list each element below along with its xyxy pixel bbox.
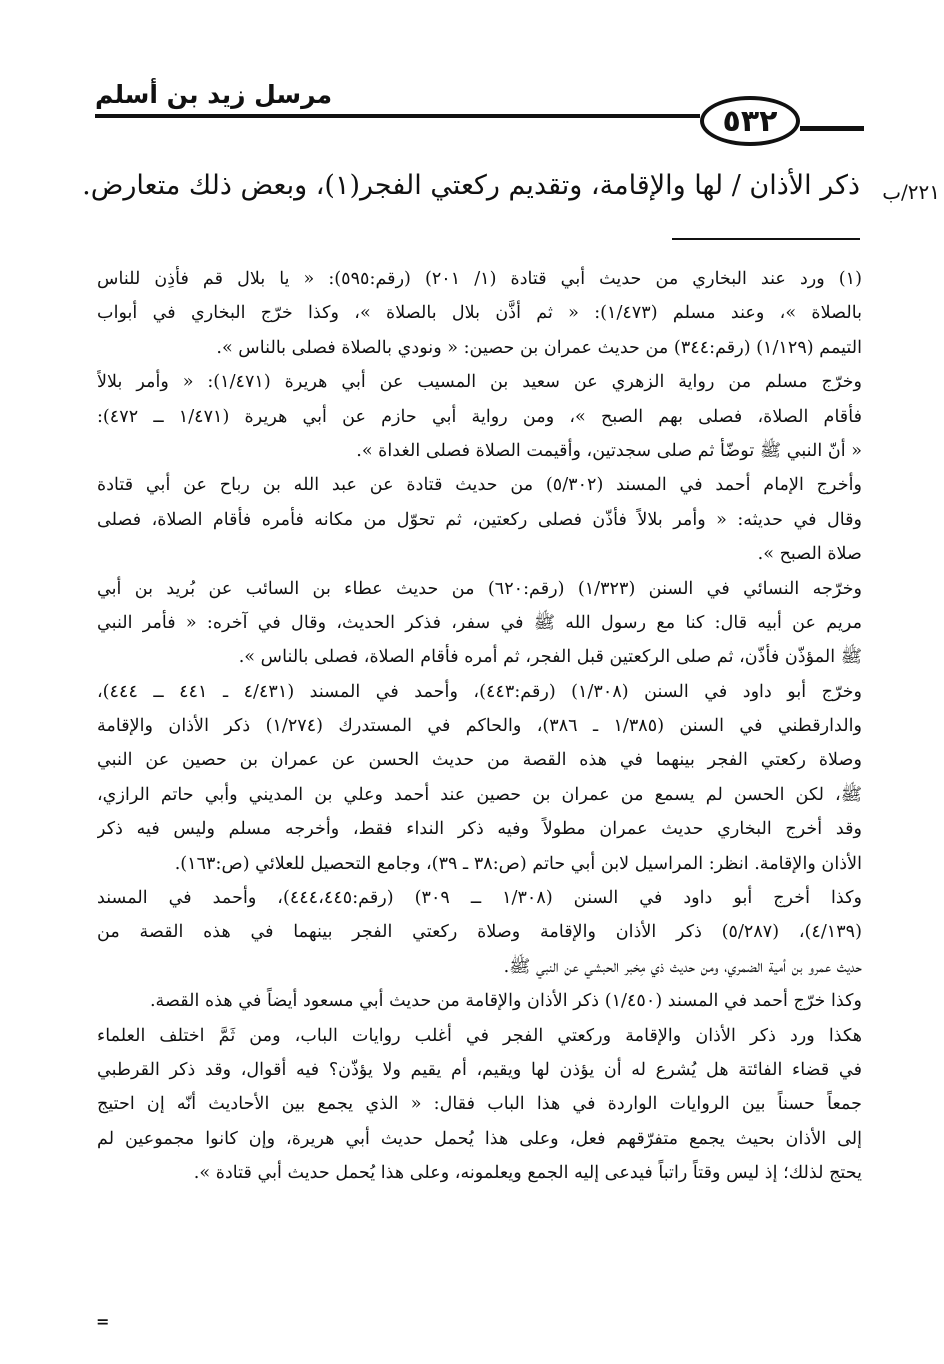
footnotes-block (97, 262, 862, 1191)
footnote-line: صلاة الصبح ». (757, 544, 862, 565)
header-rule (95, 114, 700, 118)
footnote-line: التيمم (١/١٢٩) (رقم:٣٤٤) من حديث عمران بن حصين: « ونودي بالصلاة فصلى بالناس ». (216, 337, 862, 358)
main-text: ذكر الأذان / لها والإقامة، وتقديم ركعتي الفجر(١)، وبعض ذلك متعارض. (82, 170, 860, 201)
footnote-line: مريم عن أبيه قال: كنا مع رسول الله ﷺ في سفر، فذكر الحديث، وقال في آخره: « فأمر النبي (97, 612, 862, 633)
footnote-line: فأقام الصلاة، فصلى بهم الصبح »، ومن رواية أبي حازم عن أبي هريرة (١/٤٧١ ــ ٤٧٢): (97, 406, 862, 427)
footnote-line: يحتج لذلك؛ إذ ليس وقتاً راتباً فيدعى إليه الجمع ويعلمونه، وعلى هذا يُحمل حديث أبي قتادة ». (193, 1163, 862, 1184)
footnote-line: ﷺ المؤذّن فأذّن، ثم صلى الركعتين قبل الفجر، ثم أمره فأقام الصلاة، فصلى بالناس ». (238, 647, 862, 668)
footnote-line: وصلاة ركعتي الفجر بينهما في هذه القصة من حديث الحسن عن عمران بن حصين عن النبي (97, 750, 862, 771)
footnote-line: « أنّ النبي ﷺ توضّأ ثم صلى سجدتين، وأقيمت الصلاة فصلى الغداة ». (356, 440, 862, 461)
footnote-line: وخرّج مسلم من رواية الزهري عن سعيد بن المسيب عن أبي هريرة (١/٤٧١): « وأمر بلالاً (97, 372, 862, 393)
footnote-line: والدارقطني في السنن (١/٣٨٥ ـ ٣٨٦)، والحاكم في المستدرك (١/٢٧٤) ذكر الأذان والإقامة (97, 716, 862, 737)
footnote-line: وقال في حديثه: « وأمر بلالاً فأذّن فصلى ركعتين، ثم تحوّل من مكانه فأمره فأقام الصلاة، فصلى (97, 509, 862, 530)
footnote-line: وخرّج أبو داود في السنن (١/٣٠٨) (رقم:٤٤٣)، وأحمد في المسند (٤/٤٣١ ـ ٤٤١ ــ ٤٤٤)، (97, 681, 862, 702)
footnote-line: وكذا أخرج أبو داود في السنن (١/٣٠٨ ــ ٣٠٩) (رقم:٤٤٤،٤٤٥)، وأحمد في المسند (97, 888, 862, 909)
continuation-mark: = (96, 1312, 110, 1331)
footnote-line: (٤/١٣٩)، (٥/٢٨٧) ذكر الأذان والإقامة وصلاة ركعتي الفجر بينهما في هذه القصة من (97, 922, 862, 943)
footnote-line: وأخرج الإمام أحمد في المسند (٥/٣٠٢) من حديث قتادة عن عبد الله بن رباح عن أبي قتادة (97, 475, 862, 496)
header-rule-right (800, 126, 864, 131)
footnote-line: جمعاً حسناً بين الروايات الواردة في هذا الباب فقال: « الذي يجمع بين الأحاديث أنّه إن احتيج (97, 1094, 862, 1115)
footnote-line: وكذا خرّج أحمد في المسند (١/٤٥٠) ذكر الأذان والإقامة من حديث أبي مسعود أيضاً في هذه القصة. (149, 991, 862, 1012)
footnote-line: إلى الأذان بحيث يجمع متفرّقهم فعل، وعلى هذا يُحمل حديث أبي هريرة، وإن كانوا مجموعين لم (97, 1128, 862, 1149)
footnote-line: بالصلاة »، وعند مسلم (١/٤٧٣): « ثم أذَّن بلال بالصلاة »، وكذا خرّج البخاري في أبواب (97, 303, 862, 324)
footnote-separator (672, 238, 860, 240)
footnote-line: وقد أخرج البخاري حديث عمران مطولاً وفيه ذكر النداء فقط، وأخرجه مسلم وليس فيه ذكر (97, 819, 862, 840)
running-header-title: مرسل زيد بن أسلم (95, 80, 333, 109)
footnote-line: حديث عمرو بن أمية الضمري، ومن حديث ذي مِخبر الحبشي عن النبي ﷺ. (503, 956, 862, 977)
footnote-line: (١) ورد عند البخاري من حديث أبي قتادة (١/ ٢٠١) (رقم:٥٩٥): « يا بلال قم فأذِن للناس (97, 269, 862, 289)
page-number-badge: ٥٣٢ (700, 96, 800, 146)
footnote-line: ﷺ، لكن الحسن لم يسمع من عمران بن حصين عند أحمد وعلي بن المديني وأبي حاتم الرازي، (97, 784, 862, 805)
manuscript-folio-marker: ٢٢١/ب (882, 180, 940, 204)
footnote-line: هكذا ورد ذكر الأذان والإقامة وركعتي الفجر في أغلب روايات الباب، ومن ثَمَّ اختلف العلماء (97, 1025, 862, 1046)
footnote-line: في قضاء الفائتة هل يُشرع له أن يؤذن لها ويقيم، أم يقيم ولا يؤذّن؟ فيه أقوال، وقد ذكر القرطبي (97, 1059, 862, 1080)
footnote-line: وخرّجه النسائي في السنن (١/٣٢٣) (رقم:٦٢٠) من حديث عطاء بن السائب عن بُريد بن أبي (97, 578, 862, 599)
footnote-line: الأذان والإقامة. انظر: المراسيل لابن أبي حاتم (ص:٣٨ ـ ٣٩)، وجامع التحصيل للعلائي (ص:١٦٣). (174, 853, 862, 874)
